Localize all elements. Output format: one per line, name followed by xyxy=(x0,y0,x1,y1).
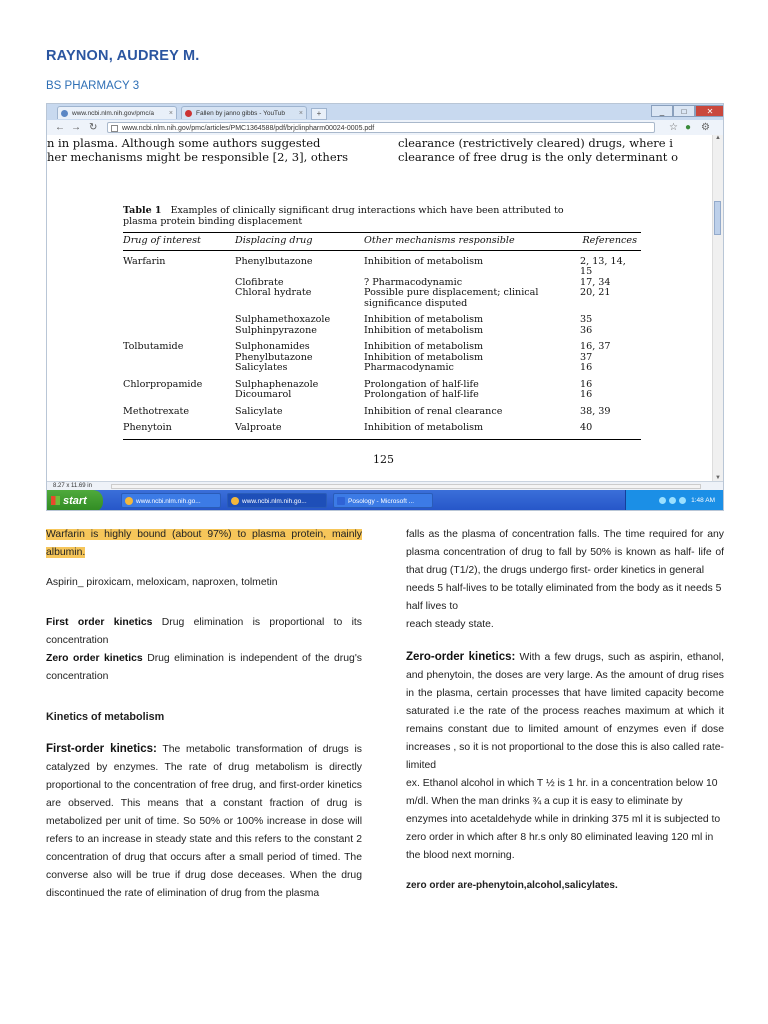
page-size-label: 8.27 x 11.69 in xyxy=(53,483,92,489)
cell-mechanism: Inhibition of metabolism xyxy=(364,351,484,363)
caption-line-1: Examples of clinically significant drug interactions which have been attributed to xyxy=(170,205,564,216)
table-row xyxy=(123,309,641,326)
cell-mechanism: significance disputed xyxy=(364,297,468,309)
paragraph-heading: First-order kinetics: xyxy=(46,743,157,755)
table-caption xyxy=(123,205,643,227)
youtube-favicon-icon xyxy=(185,110,192,117)
cell-drug: Warfarin xyxy=(123,255,166,267)
cell-drug xyxy=(123,278,235,289)
aspirin-note: Aspirin_ piroxicam, meloxicam, naproxen, tolmetin xyxy=(46,577,278,588)
warfarin-note xyxy=(46,526,362,562)
close-tab-icon[interactable]: × xyxy=(298,110,303,117)
pdf-viewer xyxy=(47,135,715,481)
cell-refs xyxy=(580,299,641,310)
cell-drug: Chlorpropamide xyxy=(123,378,203,390)
cell-displacing: Salicylates xyxy=(235,362,288,373)
cell-displacing: Phenylbutazone xyxy=(235,255,313,267)
paragraph-text: The metabolic transformation of drugs is catalyzed by enzymes. The rate of drug metabolism is directly proportional to the concentration of free drug, and first-order kinetics are observed. This means that a constant fraction of drug is metabolized per unit of time. So 50% or 100% increase in dose will refers to an increase in steady state and this refers to the constant 2 concentration of drug that occurs after a small period of timed. The converse also will be true if drug dose deceases. When the drug discontinued the rate of elimination of drug from the plasma xyxy=(46,744,362,899)
table-row xyxy=(123,299,641,310)
cell-mechanism: Prolongation of half-life xyxy=(364,389,479,400)
table-row xyxy=(123,417,641,439)
cell-drug xyxy=(123,390,235,401)
horizontal-scrollbar[interactable] xyxy=(111,484,701,489)
wrench-menu-icon[interactable]: ⚙ xyxy=(701,122,710,133)
scrollbar-thumb[interactable] xyxy=(714,201,721,235)
cell-mechanism: Possible pure displacement; clinical xyxy=(364,287,539,298)
definition-text: Drug elimination is independent of the drug's concentration xyxy=(46,653,362,682)
taskbar-item[interactable] xyxy=(121,493,221,508)
cell-displacing: Sulphinpyrazone xyxy=(235,324,317,336)
cell-displacing: Chloral hydrate xyxy=(235,287,312,298)
cell-drug: Phenytoin xyxy=(123,417,235,439)
ethanol-example: ex. Ethanol alcohol in which T ½ is 1 hr. in a concentration below 10 m/dl. When the man drinks ¾ a cup it is easy to eliminate by enzymes into acetaldehyde while in drinking 375 ml it is subjected to zero order in which after 8 hr.s only 80 eliminated leaving 120 ml in the blood next morning. xyxy=(406,778,721,861)
address-bar[interactable] xyxy=(107,122,655,133)
caption-line-2: plasma protein binding displacement xyxy=(123,216,303,227)
author-name: RAYNON, AUDREY M. xyxy=(46,48,200,64)
pdf-text-line: clearance (restrictively cleared) drugs, where i xyxy=(398,136,673,150)
start-label: start xyxy=(63,495,87,507)
browser-tab-ncbi[interactable] xyxy=(57,106,177,119)
section-heading: Kinetics of metabolism xyxy=(46,711,165,723)
browser-toolbar xyxy=(47,120,723,136)
browser-screenshot xyxy=(46,103,724,511)
first-order-definition xyxy=(46,614,362,650)
extension-icon[interactable]: ● xyxy=(685,122,692,133)
highlighted-text: Warfarin is highly bound (about 97%) to plasma protein, mainly albumin. xyxy=(46,529,362,558)
cell-refs: 16 xyxy=(580,378,593,390)
cell-displacing xyxy=(235,299,364,310)
cell-refs: 37 xyxy=(580,351,593,363)
pdf-text-line: n in plasma. Although some authors suggested xyxy=(47,136,321,150)
cell-mechanism: Inhibition of metabolism xyxy=(364,341,484,352)
column-header: References xyxy=(580,233,641,251)
table-row xyxy=(123,336,641,353)
tray-icon[interactable] xyxy=(669,497,676,504)
cell-displacing: Sulphonamides xyxy=(235,341,310,352)
cell-refs: 36 xyxy=(580,324,593,336)
browser-tab-youtube[interactable] xyxy=(181,106,307,119)
right-column xyxy=(406,526,724,895)
close-tab-icon[interactable]: × xyxy=(168,110,173,117)
table-row xyxy=(123,374,641,391)
taskbar-item-label: Posology - Microsoft ... xyxy=(348,498,415,505)
scroll-up-arrow-icon[interactable]: ▲ xyxy=(715,135,721,141)
cell-drug: Tolbutamide xyxy=(123,341,184,352)
cell-mechanism: Inhibition of metabolism xyxy=(364,417,580,439)
pdf-text-line: her mechanisms might be responsible [2, 3], others xyxy=(47,150,349,164)
course-label: BS PHARMACY 3 xyxy=(46,80,140,92)
steady-state-note: reach steady state. xyxy=(406,619,494,630)
cell-refs: 20, 21 xyxy=(580,287,611,298)
cell-displacing: Sulphamethoxazole xyxy=(235,314,331,325)
cell-displacing: Phenylbutazone xyxy=(235,351,313,363)
table-row xyxy=(123,390,641,401)
cell-drug xyxy=(123,288,235,299)
cell-displacing: Clofibrate xyxy=(235,276,284,288)
tab-label: www.ncbi.nlm.nih.gov/pmc/a xyxy=(72,110,155,117)
cell-refs: 16, 37 xyxy=(580,341,611,352)
term-label: Zero order kinetics xyxy=(46,653,143,664)
table-row xyxy=(123,326,641,337)
close-window-button[interactable]: ✕ xyxy=(695,105,724,117)
cell-drug xyxy=(123,363,235,374)
table-row xyxy=(123,401,641,418)
forward-arrow-icon[interactable]: → xyxy=(71,122,81,133)
paragraph-text: With a few drugs, such as aspirin, ethanol, and phenytoin, the doses are very large. As the amount of drug rises in the plasma, certain processes that have limited capacity become saturated i.e the rate of the process reaches maximum at which it remains constant due to limited amount of enzymes even if dose increases , so it is not proportional to the dose this is also called rate- limited xyxy=(406,652,724,771)
cell-refs: 38, 39 xyxy=(580,405,611,417)
cell-drug: Methotrexate xyxy=(123,405,190,417)
word-icon xyxy=(337,497,345,505)
taskbar-item-label: www.ncbi.nlm.nih.go... xyxy=(136,498,201,505)
start-button[interactable] xyxy=(47,490,103,511)
cell-drug xyxy=(123,353,235,364)
cell-mechanism: Inhibition of renal clearance xyxy=(364,405,503,417)
bookmark-star-icon[interactable]: ☆ xyxy=(669,122,678,133)
five-half-lives-note: needs 5 half-lives to be totally eliminated from the body as it needs 5 half lives to xyxy=(406,583,722,612)
term-label: First order kinetics xyxy=(46,617,153,628)
new-tab-button[interactable]: + xyxy=(311,108,327,120)
table-row xyxy=(123,288,641,299)
column-header: Other mechanisms responsible xyxy=(364,233,580,251)
cell-refs: 17, 34 xyxy=(580,276,611,288)
page-favicon-icon xyxy=(61,110,68,117)
minimize-button[interactable]: _ xyxy=(651,105,673,117)
definition-text: Drug elimination is proportional to its concentration xyxy=(46,617,362,646)
back-arrow-icon[interactable]: ← xyxy=(55,122,65,133)
cell-drug xyxy=(123,326,235,337)
drug-interaction-table xyxy=(123,232,641,440)
browser-tab-strip xyxy=(47,104,723,121)
paragraph-heading: Zero-order kinetics: xyxy=(406,651,516,663)
taskbar-item-label: www.ncbi.nlm.nih.go... xyxy=(242,498,307,505)
half-life-paragraph: falls as the plasma of concentration falls. The time required for any plasma concentration of drug to fall by 50% is known as half- life of that drug (T1/2), the drugs undergo first- order kinetics in general xyxy=(406,529,724,576)
url-text: www.ncbi.nlm.nih.gov/pmc/articles/PMC1364588/pdf/brjclinpharm00024-0005.pdf xyxy=(122,125,375,132)
cell-drug xyxy=(123,299,235,310)
cell-drug xyxy=(123,309,235,326)
cell-refs: 35 xyxy=(580,314,593,325)
table-number: Table 1 xyxy=(123,205,162,216)
windows-taskbar xyxy=(47,490,723,511)
column-header: Displacing drug xyxy=(235,233,364,251)
table-row xyxy=(123,250,641,278)
cell-displacing: Valproate xyxy=(235,417,364,439)
tray-icon[interactable] xyxy=(659,497,666,504)
cell-displacing: Salicylate xyxy=(235,405,283,417)
scroll-down-arrow-icon[interactable]: ▼ xyxy=(715,475,721,481)
pdf-text-line: clearance of free drug is the only determinant o xyxy=(398,150,679,164)
reload-icon[interactable]: ↻ xyxy=(89,122,98,133)
cell-refs: 16 xyxy=(580,362,593,373)
zero-order-paragraph xyxy=(406,648,724,775)
cell-mechanism: Inhibition of metabolism xyxy=(364,255,484,267)
cell-mechanism: Inhibition of metabolism xyxy=(364,324,484,336)
zero-order-definition xyxy=(46,650,362,686)
cell-mechanism: Inhibition of metabolism xyxy=(364,314,484,325)
left-column xyxy=(46,526,362,903)
table-header-row xyxy=(123,233,641,251)
chrome-icon xyxy=(125,497,133,505)
cell-displacing: Sulphaphenazole xyxy=(235,378,319,390)
cell-mechanism: ? Pharmacodynamic xyxy=(364,276,463,288)
page-icon xyxy=(111,125,118,132)
tray-icon[interactable] xyxy=(679,497,686,504)
clock: 1:48 AM xyxy=(691,497,715,504)
first-order-paragraph xyxy=(46,740,362,903)
cell-refs: 16 xyxy=(580,389,593,400)
column-header: Drug of interest xyxy=(123,233,235,251)
cell-refs: 2, 13, 14, 15 xyxy=(580,255,626,277)
chrome-icon xyxy=(231,497,239,505)
windows-logo-icon xyxy=(51,496,60,505)
taskbar-item[interactable] xyxy=(227,493,327,508)
cell-mechanism: Pharmacodynamic xyxy=(364,362,454,373)
tab-label: Fallen by janno gibbs - YouTub xyxy=(196,110,286,117)
table-row xyxy=(123,363,641,374)
system-tray xyxy=(625,490,723,511)
taskbar-item[interactable] xyxy=(333,493,433,508)
vertical-scrollbar[interactable] xyxy=(712,135,723,481)
cell-refs: 40 xyxy=(580,417,641,439)
maximize-button[interactable]: □ xyxy=(673,105,695,117)
cell-mechanism: Prolongation of half-life xyxy=(364,378,479,390)
zero-order-examples: zero order are-phenytoin,alcohol,salicylates. xyxy=(406,880,618,891)
pdf-page-number: 125 xyxy=(373,453,394,466)
cell-displacing: Dicoumarol xyxy=(235,389,292,400)
